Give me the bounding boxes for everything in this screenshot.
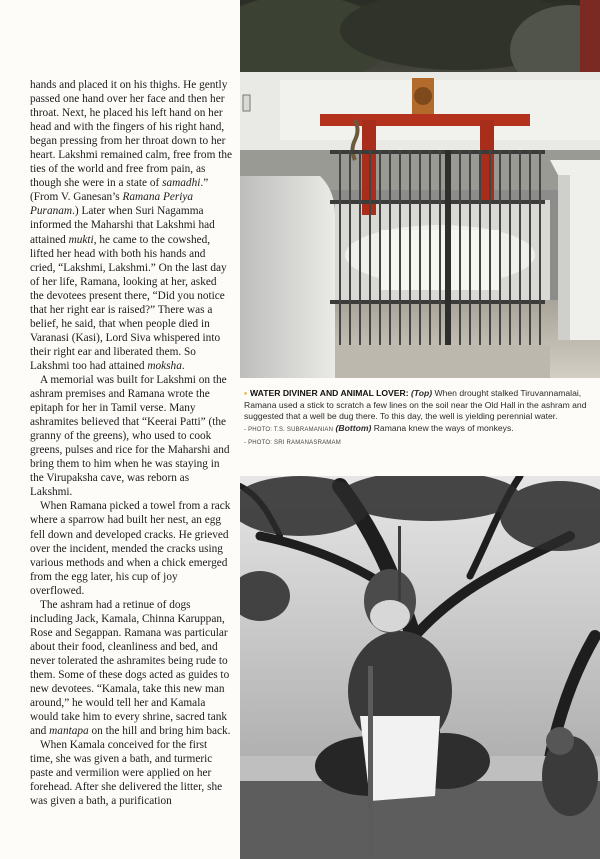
caption-bullet-icon: ▪ <box>244 388 248 398</box>
article-paragraph <box>30 373 232 499</box>
paragraph-text: .” (From V. Ganesan’s <box>30 177 209 204</box>
italic-term: mantapa <box>49 725 89 738</box>
paragraph-text: . <box>181 359 185 372</box>
caption-heading: WATER DIVINER AND ANIMAL LOVER: <box>250 388 409 398</box>
paragraph-text: When Kamala conceived for the first time, she was given a bath, and turmeric paste and vermilion were applied on her forehead. After she delivered the litter, she was given a bath, a purification <box>30 739 223 808</box>
caption-text-bottom: Ramana knew the ways of monkeys. <box>371 422 514 433</box>
caption-text-top: When drought stalked Tiruvannamalai, Ramana used a stick to scratch a few lines on the soil near the Old Hall in the ashram and suggested that a well be dug there. To this day, the well is yielding perennial water. <box>244 388 587 421</box>
photo-credit-top: - PHOTO: T.S. SUBRAMANIAN <box>244 426 334 433</box>
caption-top-tag: (Top) <box>410 388 433 398</box>
italic-term: Ramana Periya Puranam <box>30 191 194 218</box>
paragraph-text: hands and placed it on his thighs. He gently passed one hand over her face and then her throat. Next, he placed his left hand on her head and with the fingers of his right hand, began pressing from her throat down to her heart. Lakshmi remained calm, free from the ties of the world and free from pain, as though she were in a state of <box>30 79 232 190</box>
paragraph-text: The ashram had a retinue of dogs including Jack, Kamala, Chinna Karuppan, Rose and Segappan. Ramana was particular about their food, cleanliness and bed, and never tolerated the ashramites being rude to them. Some of these dogs acted as guides to new devotees. “Kamala, take this new man around,” he would tell her and Kamala would take him to every shrine, sacred tank and <box>30 598 230 738</box>
photo-caption <box>244 388 594 450</box>
paragraph-text: When Ramana picked a towel from a rack where a sparrow had built her nest, an egg fell down and developed cracks. He grieved over the incident, mended the cracks using various methods and when a chick emerged from the egg later, his cup of joy overflowed. <box>30 500 231 597</box>
article-paragraph <box>30 738 232 808</box>
italic-term: moksha <box>147 359 182 372</box>
article-paragraph <box>30 598 232 738</box>
italic-term: samadhi <box>162 177 201 190</box>
paragraph-text: .) Later when Suri Nagamma informed the Maharshi that Lakshmi had attained <box>30 205 215 246</box>
well-photo <box>240 0 600 378</box>
italic-term: mukti <box>68 233 94 246</box>
caption-bottom-tag: (Bottom) <box>335 422 372 433</box>
paragraph-text: on the hill and bring him back. <box>88 725 231 738</box>
paragraph-text: A memorial was built for Lakshmi on the ashram premises and Ramana wrote the epitaph for her in Tamil verse. Many ashramites believed that “Keerai Patti” (the granny of the greens), who used to cook greens, pulses and rice for the Maharshi and bring them to him when he was staying in the Virupaksha cave, was reborn as Lakshmi. <box>30 373 230 499</box>
ramana-photo <box>240 476 600 859</box>
article-paragraph <box>30 499 232 597</box>
paragraph-text: , he came to the cowshed, lifted her head with both his hands and cried, “Lakshmi, Lakshmi.” On the last day of her life, Ramana, looking at her, asked the devotees present there, “Did you notice that her right ear is raised?” There was a belief, he said, that when people died in Varanasi (Kasi), Lord Siva whispered into their right ear and liberated them. So Lakshmi too had attained <box>30 233 227 372</box>
photo-credit-bottom: - PHOTO: SRI RAMANASRAMAM <box>244 440 341 446</box>
article-paragraph <box>30 78 232 373</box>
article-body <box>30 78 232 808</box>
